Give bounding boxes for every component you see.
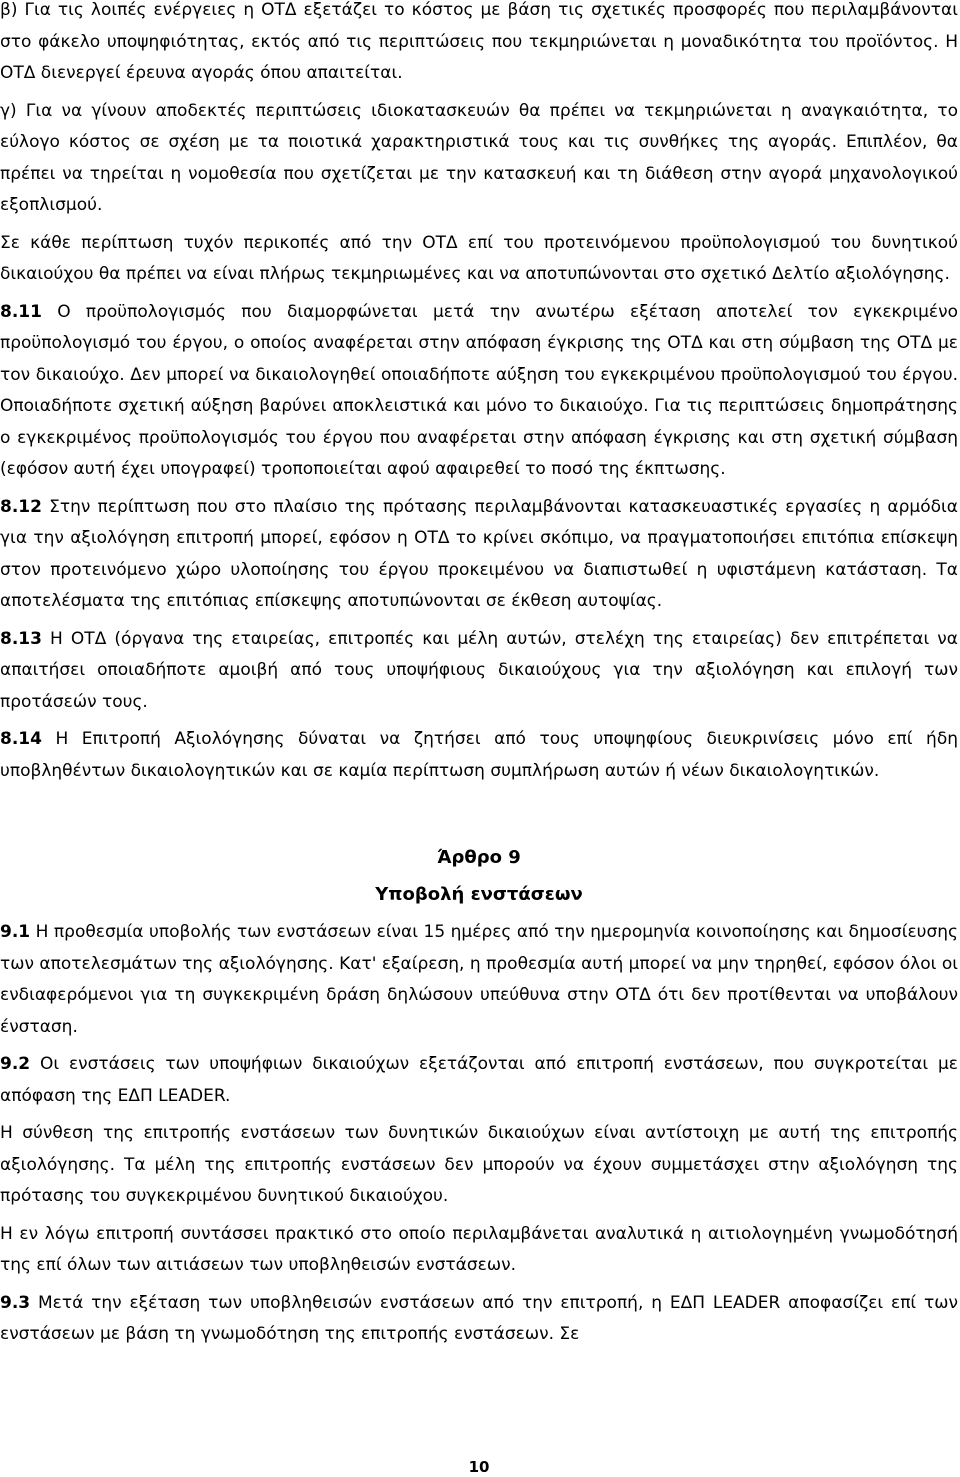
paragraph-text: γ) Για να γίνουν αποδεκτές περιπτώσεις ιδιοκατασκευών θα πρέπει να τεκμηριώνεται η αναγκαιότητα, το εύλογο κόστος σε σχέση με τα ποιοτικά χαρακτηριστικά τους και τις συνθήκες της αγοράς. Επιπλέον, θα πρέπει να τηρείται η νομοθεσία που σχετίζεται με την κατασκευή και τη διάθεση στην αγορά μηχανολογικού εξοπλισμού. [0,100,958,215]
paragraph-text: Οι ενστάσεις των υποψήφιων δικαιούχων εξετάζονται από επιτροπή ενστάσεων, που συγκροτείται με απόφαση της ΕΔΠ LEADER. [0,1054,958,1106]
paragraph-text: Η σύνθεση της επιτροπής ενστάσεων των δυνητικών δικαιούχων είναι αντίστοιχη με αυτή της επιτροπής αξιολόγησης. Τα μέλη της επιτροπής ενστάσεων δεν μπορούν να έχουν συμμετάσχει στην αξιολόγηση της πρότασης του συγκεκριμένου δυνητικού δικαιούχου. [0,1123,958,1206]
paragraph-number: 8.12 [0,496,42,517]
paragraph-8-13 [0,624,958,719]
paragraph-text: Η Επιτροπή Αξιολόγησης δύναται να ζητήσει από τους υποψηφίους διευκρινίσεις μόνο επί ήδη υποβληθέντων δικαιολογητικών και σε καμία περίπτωση συμπλήρωση αυτών ή νέων δικαιολογητικών. [0,729,958,781]
paragraph-8-14 [0,724,958,787]
page-number: 10 [468,1458,490,1476]
paragraph-text: β) Για τις λοιπές ενέργειες η ΟΤΔ εξετάζει το κόστος με βάση τις σχετικές προσφορές που περιλαμβάνονται στο φάκελο υποψηφιότητας, εκτός από τις περιπτώσεις που τεκμηριώνεται η μοναδικότητα του προϊόντος. Η ΟΤΔ διενεργεί έρευνα αγοράς όπου απαιτείται. [0,0,958,83]
paragraph-number: 9.1 [0,922,31,942]
paragraph-text: Η ΟΤΔ (όργανα της εταιρείας, επιτροπές και μέλη αυτών, στελέχη της εταιρείας) δεν επιτρέπεται να απαιτήσει οποιαδήποτε αμοιβή από τους υποψήφιους δικαιούχους για την αξιολόγηση και επιλογή των προτάσεών τους. [0,628,958,712]
paragraph-text: Μετά την εξέταση των υποβληθεισών ενστάσεων από την επιτροπή, η ΕΔΠ LEADER αποφασίζει επί των ενστάσεων με βάση τη γνωμοδότηση της επιτροπής ενστάσεων. Σε [0,1292,958,1344]
paragraph-number: 8.14 [0,729,42,749]
paragraph-gamma [0,96,958,222]
paragraph-text: Η προθεσμία υποβολής των ενστάσεων είναι 15 ημέρες από την ημερομηνία κοινοποίησης και δημοσίευσης των αποτελεσμάτων της αξιολόγησης. Κατ' εξαίρεση, η προθεσμία αυτή μπορεί να μην τηρηθεί, εφόσον όλοι οι ενδιαφερόμενοι για τη συγκεκριμένη δράση δηλώσουν υπεύθυνα στην ΟΤΔ ότι δεν προτίθενται να υποβάλουν ένσταση. [0,922,959,1037]
paragraph-text: Η εν λόγω επιτροπή συντάσσει πρακτικό στο οποίο περιλαμβάνεται αναλυτικά η αιτιολογημένη γνωμοδότησή της επί όλων των αιτιάσεων των υποβληθεισών ενστάσεων. [0,1223,958,1275]
paragraph-beta [0,0,958,90]
paragraph-9-1 [0,917,958,1043]
paragraph-text: Στην περίπτωση που στο πλαίσιο της πρότασης περιλαμβάνονται κατασκευαστικές εργασίες η αρμόδια για την αξιολόγηση επιτροπή μπορεί, εφόσον η ΟΤΔ το κρίνει σκόπιμο, να πραγματοποιήσει επιτόπια επίσκεψη στον προτεινόμενο χώρο υλοποίησης του έργου προκειμένου να διαπιστωθεί η υφιστάμενη κατάσταση. Τα αποτελέσματα της επιτόπιας επίσκεψης αποτυπώνονται σε έκθεση αυτοψίας. [0,496,958,611]
article-number: Άρθρο 9 [437,847,521,868]
paragraph-number: 9.2 [0,1054,31,1074]
paragraph-8-12 [0,492,958,618]
paragraph-9-3 [0,1288,958,1351]
paragraph-text: Σε κάθε περίπτωση τυχόν περικοπές από την ΟΤΔ επί του προτεινόμενου προϋπολογισμού του δυνητικού δικαιούχου θα πρέπει να είναι πλήρως τεκμηριωμένες και να αποτυπώνονται στο σχετικό Δελτίο αξιολόγησης. [0,232,958,284]
paragraph-committee-composition [0,1118,958,1213]
paragraph-number: 9.3 [0,1292,31,1313]
article-title: Υποβολή ενστάσεων [375,884,583,905]
paragraph-number: 8.13 [0,628,42,649]
paragraph-committee-minutes [0,1219,958,1282]
paragraph-9-2 [0,1049,958,1112]
paragraph-number: 8.11 [0,301,42,322]
paragraph-8-11 [0,297,958,486]
paragraph-text: Ο προϋπολογισμός που διαμορφώνεται μετά την ανωτέρω εξέταση αποτελεί τον εγκεκριμένο προϋπολογισμό του έργου, ο οποίος αναφέρεται στην απόφαση έγκρισης της ΟΤΔ και στη σύμβαση της ΟΤΔ με τον δικαιούχο. Δεν μπορεί να δικαιολογηθεί οποιαδήποτε αύξηση του εγκεκριμένου προϋπολογισμού του έργου. Οποιαδήποτε σχετική αύξηση βαρύνει αποκλειστικά και μόνο το δικαιούχο. Για τις περιπτώσεις δημοπράτησης ο εγκεκριμένος προϋπολογισμός του έργου που αναφέρεται στην απόφαση έγκρισης και στη σχετική σύμβαση (εφόσον αυτή έχει υπογραφεί) τροποποιείται αφού αφαιρεθεί το ποσό της έκπτωσης. [0,301,958,479]
paragraph-cuts [0,228,958,291]
